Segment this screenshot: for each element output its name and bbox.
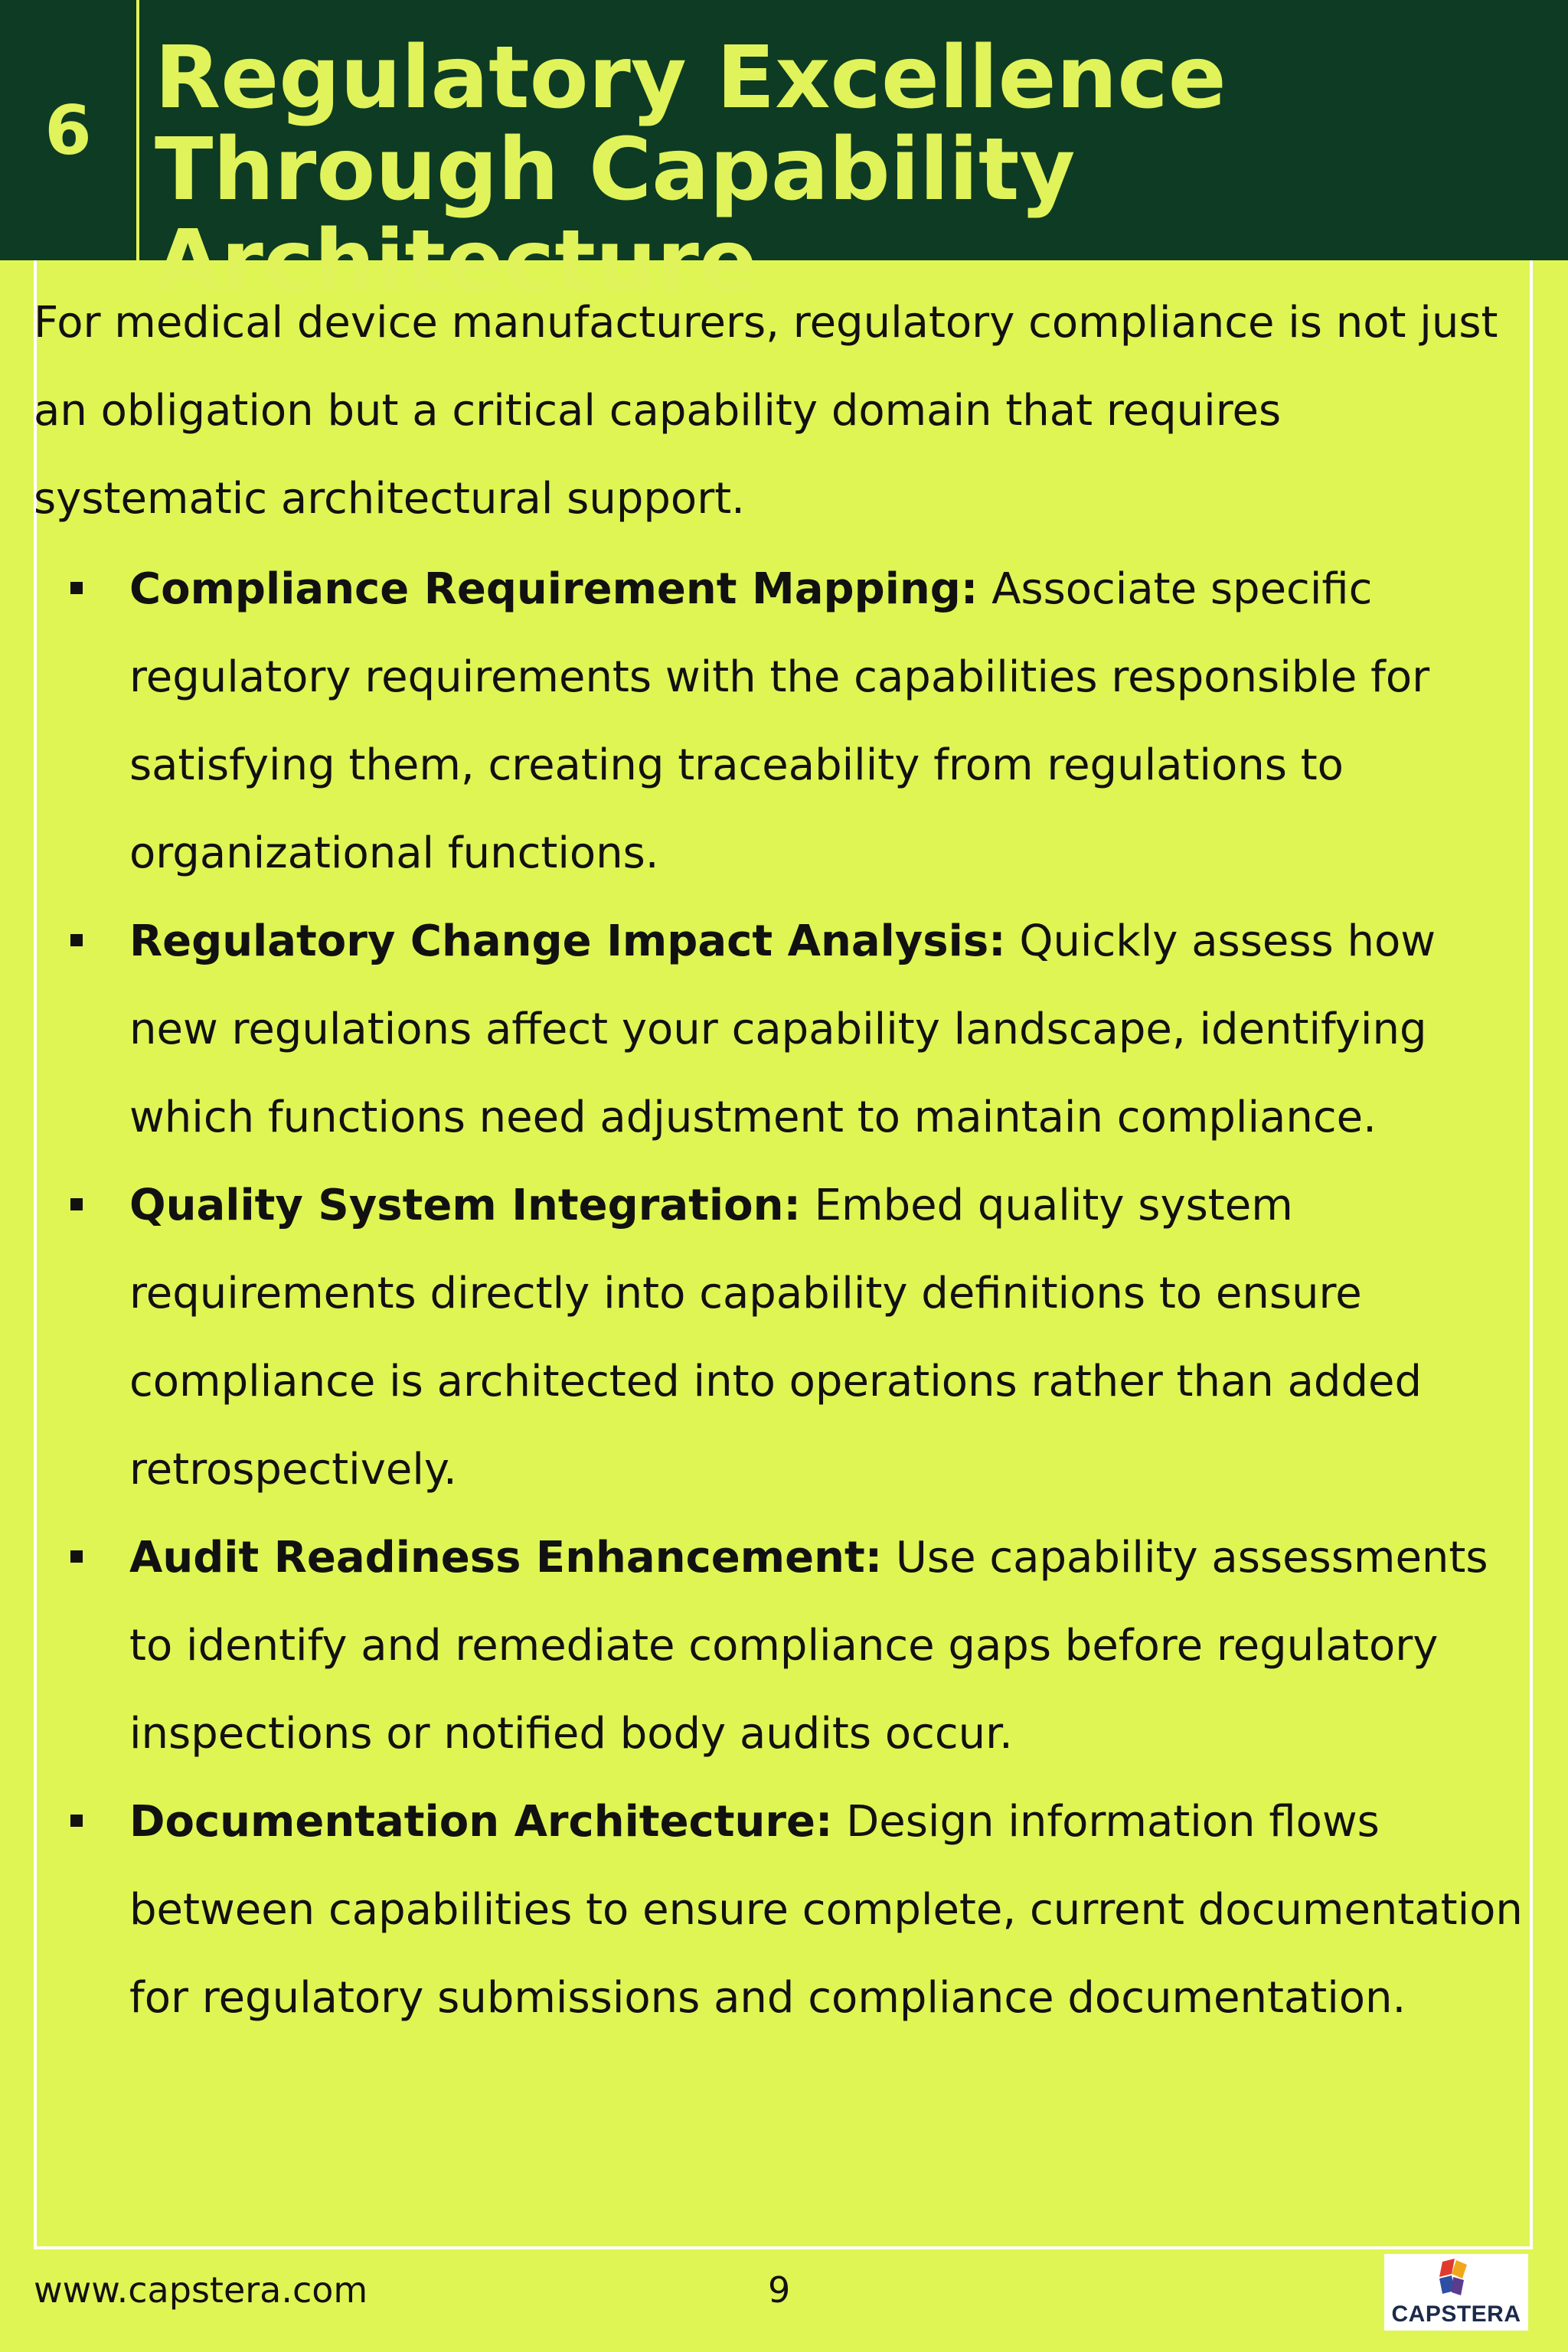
square-bullet-icon (70, 1550, 83, 1563)
page-number: 9 (768, 2269, 791, 2311)
square-bullet-icon (70, 934, 83, 946)
bullet-text: Design information flows between capabilities to ensure complete, current documentation for regulatory submissions and compliance documentation. (129, 1797, 1523, 2023)
capstera-logo (1384, 2254, 1528, 2331)
footer-url: www.capstera.com (34, 2269, 368, 2311)
square-bullet-icon (70, 1198, 83, 1210)
bullet-item-quality-system (34, 1161, 1534, 1514)
page-title: Regulatory Excellence Through Capability Architecture (155, 28, 1227, 312)
bullet-item-audit-readiness (34, 1514, 1534, 1778)
intro-paragraph: For medical device manufacturers, regulatory compliance is not just an obligation but a critical capability domain that requires systematic architectural support. (34, 298, 1498, 524)
bullet-label: Documentation Architecture: (129, 1797, 833, 1847)
square-bullet-icon (70, 1815, 83, 1827)
bullet-item-change-impact (34, 897, 1534, 1161)
bullet-label: Quality System Integration: (129, 1181, 801, 1230)
bullet-text: Use capability assessments to identify and remediate compliance gaps before regulatory inspections or notified body audits occur. (129, 1533, 1488, 1759)
bullet-item-documentation (34, 1778, 1534, 2042)
square-bullet-icon (70, 582, 83, 594)
capstera-logo-mark-icon (1429, 2257, 1484, 2300)
bullet-label: Audit Readiness Enhancement: (129, 1533, 883, 1583)
bullet-text: Associate specific regulatory requirements with the capabilities responsible for satisfying them, creating traceability from regulations to organizational functions. (129, 564, 1430, 878)
page-header (0, 0, 1568, 312)
bullet-list (34, 545, 1534, 2042)
logo-text: CAPSTERA (1391, 2301, 1521, 2327)
bullet-text: Quickly assess how new regulations affect your capability landscape, identifying which functions need adjustment to maintain compliance. (129, 916, 1436, 1142)
bullet-text: Embed quality system requirements directly into capability definitions to ensure compliance is architected into operations rather than added retrospectively. (129, 1181, 1423, 1494)
bullet-label: Compliance Requirement Mapping: (129, 564, 978, 614)
bullet-label: Regulatory Change Impact Analysis: (129, 916, 1006, 966)
bullet-item-compliance-mapping (34, 545, 1534, 897)
section-number: 6 (44, 90, 92, 170)
header-divider (136, 0, 139, 260)
